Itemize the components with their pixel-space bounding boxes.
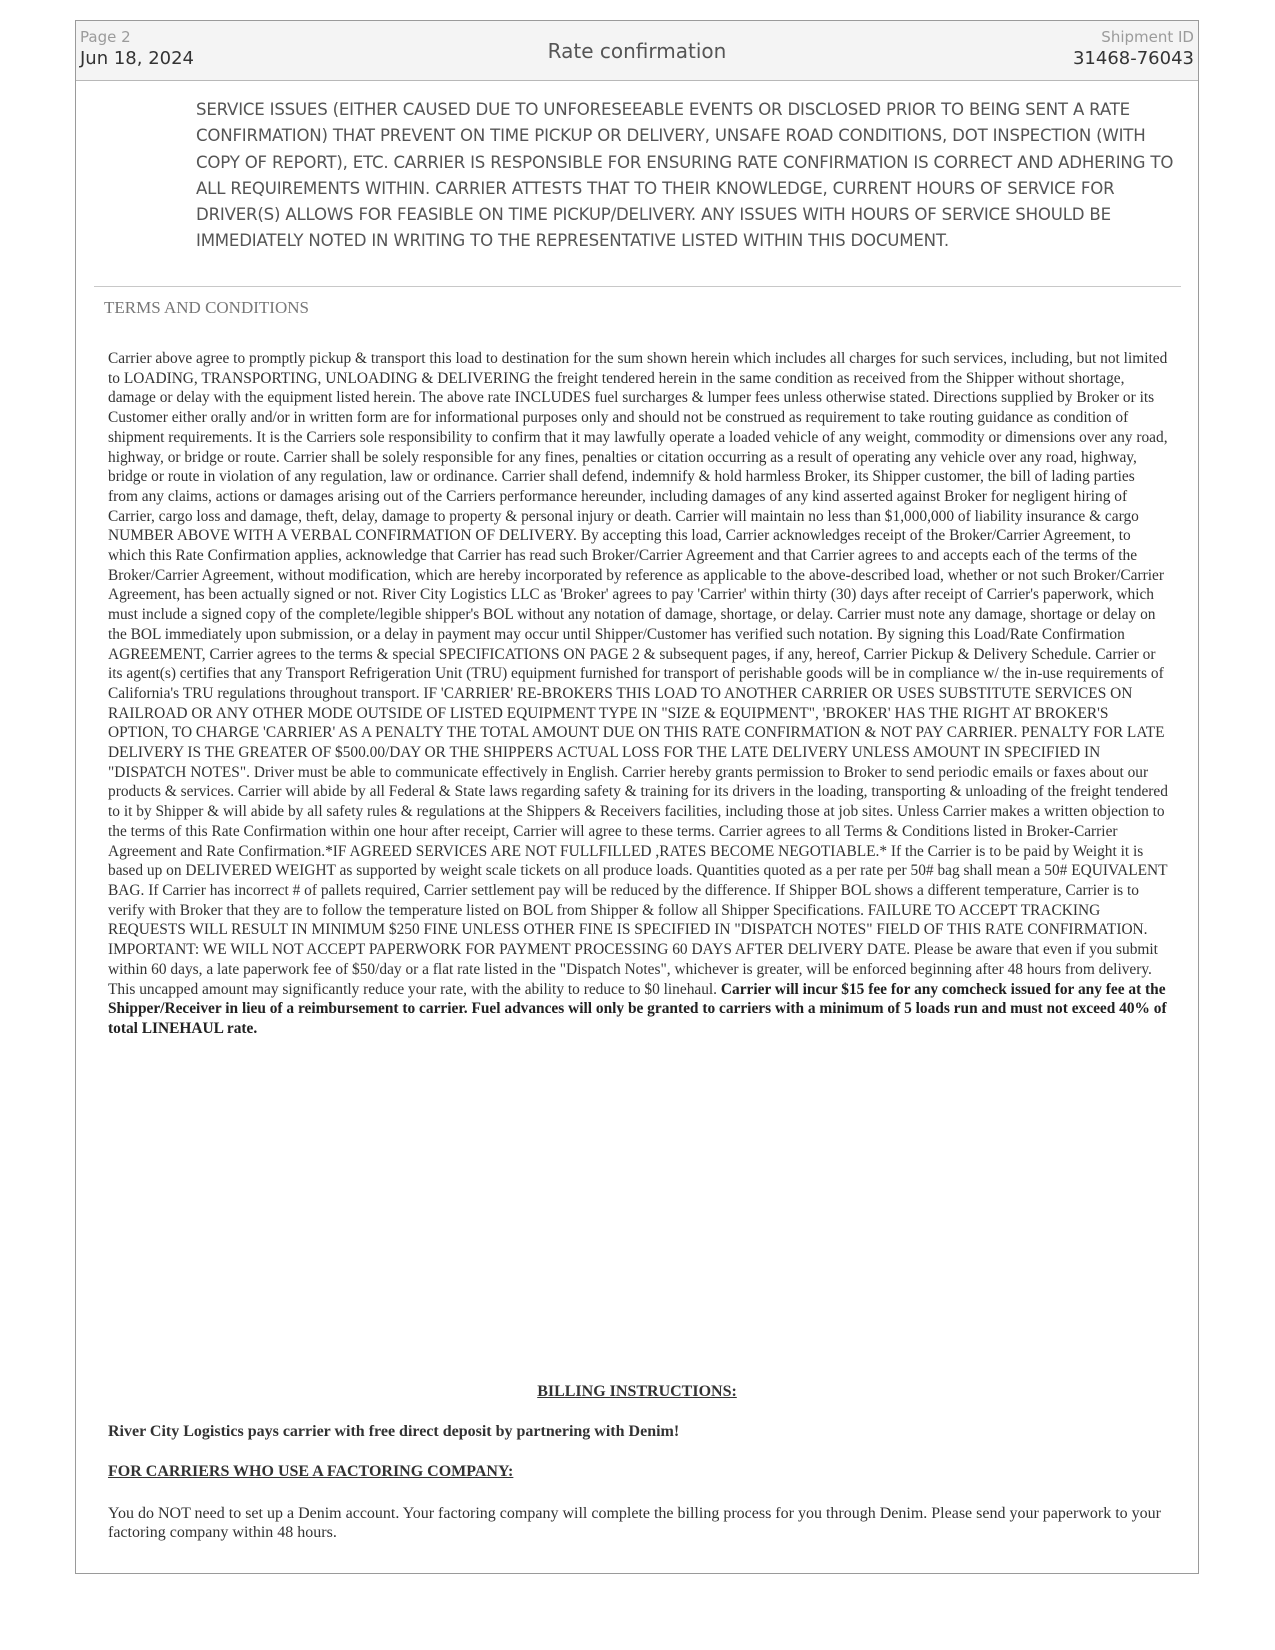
document-frame (75, 20, 1199, 1574)
factoring-heading: FOR CARRIERS WHO USE A FACTORING COMPANY: (108, 1463, 514, 1480)
terms-bold-text: Carrier will incur $15 fee for any comcheck issued for any fee at the Shipper/Receiver in lieu of a reimbursement to carrier. Fuel advances will only be granted to carriers with a minimum of 5 loads run and must not exceed 40% of total LINEHAUL rate. (108, 980, 1167, 1037)
terms-heading: TERMS AND CONDITIONS (104, 298, 309, 317)
document-date: Jun 18, 2024 (80, 48, 195, 69)
header-right (1073, 28, 1194, 71)
document-title: Rate confirmation (547, 39, 727, 63)
terms-body (108, 349, 1168, 1039)
denim-deposit-line: River City Logistics pays carrier with free direct deposit by partnering with Denim! (108, 1423, 680, 1440)
shipment-id-label: Shipment ID (1101, 28, 1194, 46)
factoring-text: You do NOT need to set up a Denim account. Your factoring company will complete the billing process for you through Denim. Please send your paperwork to your factoring company within 48 hours. (108, 1505, 1161, 1541)
shipment-id: 31468-76043 (1072, 48, 1194, 69)
section-divider (94, 286, 1181, 287)
terms-text: Carrier above agree to promptly pickup & transport this load to destination for the sum shown herein which includes all charges for such services, including, but not limited to LOADING, TRANSPORTING, UNLOADING & DELIVERING the freight tendered herein in the same condition as received from the Shipper without shortage, damage or delay with the equipment listed herein. The above rate INCLUDES fuel surcharges & lumper fees unless otherwise stated. Directions supplied by Broker or its Customer either orally and/or in written form are for informational purposes only and should not be construed as requirement to take routing guidance as condition of shipment requirements. It is the Carriers sole responsibility to confirm that it may lawfully operate a loaded vehicle of any weight, commodity or dimensions over any road, highway, or bridge or route. Carrier shall be solely responsible for any fines, penalties or citation occurring as a result of operating any vehicle over any road, highway, bridge or route in violation of any regulation, law or ordinance. Carrier shall defend, indemnify & hold harmless Broker, its Shipper customer, the bill of lading parties from any claims, actions or damages arising out of the Carriers performance hereunder, including damages of any kind asserted against Broker for negligent hiring of Carrier, cargo loss and damage, theft, delay, damage to property & personal injury or death. Carrier will maintain no less than $1,000,000 of liability insurance & cargo NUMBER ABOVE WITH A VERBAL CONFIRMATION OF DELIVERY. By accepting this load, Carrier acknowledges receipt of the Broker/Carrier Agreement, to which this Rate Confirmation applies, acknowledge that Carrier has read such Broker/Carrier Agreement and that Carrier agrees to and accepts each of the terms of the Broker/Carrier Agreement, without modification, which are hereby incorporated by reference as applicable to the above-described load, whether or not such Broker/Carrier Agreement, has been actually signed or not. River City Logistics LLC as 'Broker' agrees to pay 'Carrier' within thirty (30) days after receipt of Carrier's paperwork, which must include a signed copy of the complete/legible shipper's BOL without any notation of damage, shortage, or delay. Carrier must note any damage, shortage or delay on the BOL immediately upon submission, or a delay in payment may occur until Shipper/Customer has verified such notation. By signing this Load/Rate Confirmation AGREEMENT, Carrier agrees to the terms & special SPECIFICATIONS ON PAGE 2 & subsequent pages, if any, hereof, Carrier Pickup & Delivery Schedule. Carrier or its agent(s) certifies that any Transport Refrigeration Unit (TRU) equipment furnished for transport of perishable goods will be in compliance w/ the in-use requirements of California's TRU regulations throughout transport. IF 'CARRIER' RE-BROKERS THIS LOAD TO ANOTHER CARRIER OR USES SUBSTITUTE SERVICES ON RAILROAD OR ANY OTHER MODE OUTSIDE OF LISTED EQUIPMENT TYPE IN "SIZE & EQUIPMENT", 'BROKER' HAS THE RIGHT AT BROKER'S OPTION, TO CHARGE 'CARRIER' AS A PENALTY THE TOTAL AMOUNT DUE ON THIS RATE CONFIRMATION & NOT PAY CARRIER. PENALTY FOR LATE DELIVERY IS THE GREATER OF $500.00/DAY OR THE SHIPPERS ACTUAL LOSS FOR THE LATE DELIVERY UNLESS AMOUNT IN SPECIFIED IN "DISPATCH NOTES". Driver must be able to communicate effectively in English. Carrier hereby grants permission to Broker to send periodic emails or faxes about our products & services. Carrier will abide by all Federal & State laws regarding safety & training for its drivers in the loading, transporting & unloading of the freight tendered to it by Shipper & will abide by all safety rules & regulations at the Shippers & Receivers facilities, including those at job sites. Unless Carrier makes a written objection to the terms of this Rate Confirmation within one hour after receipt, Carrier will agree to these terms. Carrier agrees to all Terms & Conditions listed in Broker-Carrier Agreement and Rate Confirmation.*IF AGREED SERVICES ARE NOT FULLFILLED ,RATES BECOME NEGOTIABLE.* If the Carrier is to be paid by Weight it is based up on DELIVERED WEIGHT as supported by weight scale tickets on all produce loads. Quantities quoted as a per rate per 50# bag shall mean a 50# EQUIVALENT BAG. If Carrier has incorrect # of pallets required, Carrier settlement pay will be reduced by the difference. If Shipper BOL shows a different temperature, Carrier is to verify with Broker that they are to follow the temperature listed on BOL from Shipper & follow all Shipper Specifications. FAILURE TO ACCEPT TRACKING REQUESTS WILL RESULT IN MINIMUM $250 FINE UNLESS OTHER FINE IS SPECIFIED IN "DISPATCH NOTES" FIELD OF THIS RATE CONFIRMATION. IMPORTANT: WE WILL NOT ACCEPT PAPERWORK FOR PAYMENT PROCESSING 60 DAYS AFTER DELIVERY DATE. Please be aware that even if you submit within 60 days, a late paperwork fee of $50/day or a flat rate listed in the "Dispatch Notes", whichever is greater, will be enforced beginning after 48 hours from delivery. This uncapped amount may significantly reduce your rate, with the ability to reduce to $0 linehaul. (108, 350, 1168, 998)
page-number: Page 2 (80, 28, 131, 46)
page-header (76, 21, 1198, 81)
service-issues-text: SERVICE ISSUES (EITHER CAUSED DUE TO UNFORESEEABLE EVENTS OR DISCLOSED PRIOR TO BEING SENT A RATE CONFIRMATION) THAT PREVENT ON TIME PICKUP OR DELIVERY, UNSAFE ROAD CONDITIONS, DOT INSPECTION (WITH COPY OF REPORT), ETC. CARRIER IS RESPONSIBLE FOR ENSURING RATE CONFIRMATION IS CORRECT AND ADHERING TO ALL REQUIREMENTS WITHIN. CARRIER ATTESTS THAT TO THEIR KNOWLEDGE, CURRENT HOURS OF SERVICE FOR DRIVER(S) ALLOWS FOR FEASIBLE ON TIME PICKUP/DELIVERY. ANY ISSUES WITH HOURS OF SERVICE SHOULD BE IMMEDIATELY NOTED IN WRITING TO THE REPRESENTATIVE LISTED WITHIN THIS DOCUMENT. (196, 100, 1174, 251)
billing-instructions-heading: BILLING INSTRUCTIONS: (537, 1383, 737, 1400)
